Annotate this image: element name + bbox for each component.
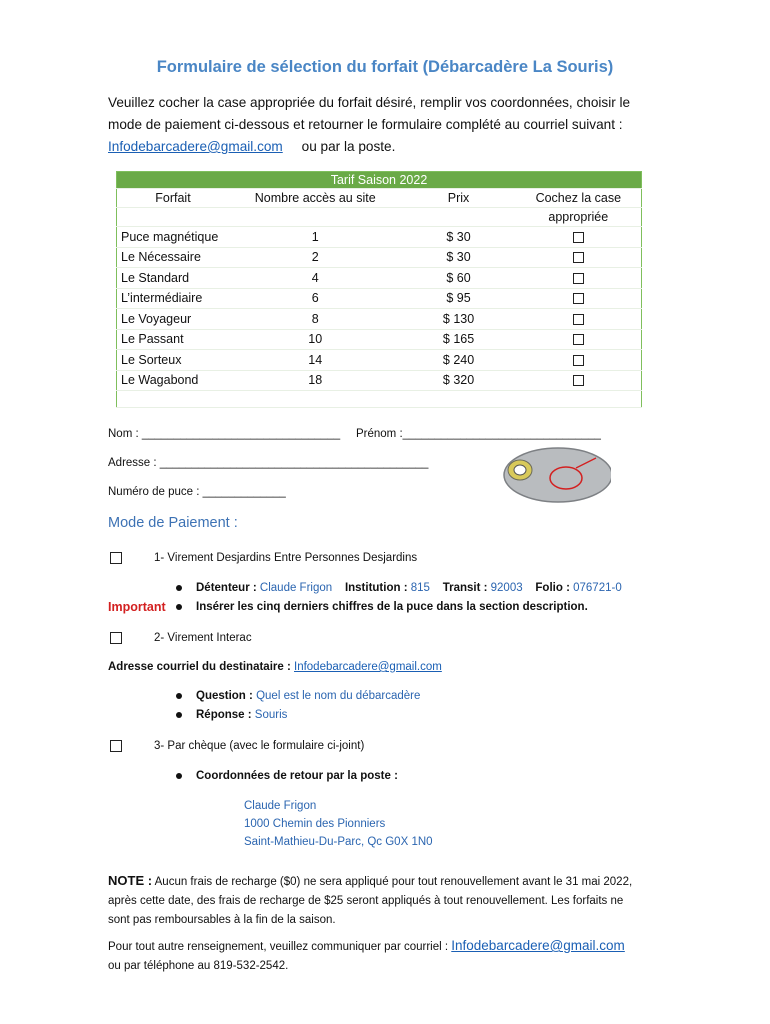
question-line: Question : Quel est le nom du débarcadère — [176, 690, 420, 702]
table-row: Le Passant 10 $ 165 — [117, 329, 642, 350]
checkbox[interactable] — [573, 273, 584, 284]
intro-tail: ou par la poste. — [301, 139, 396, 154]
checkbox[interactable] — [573, 293, 584, 304]
adresse-field[interactable]: Adresse : __________________________________________ — [108, 457, 429, 469]
table-row: Le Wagabond 18 $ 320 — [117, 370, 642, 391]
contact-email-link[interactable]: Infodebarcadere@gmail.com — [451, 938, 625, 953]
paiement-option-2-checkbox[interactable] — [110, 632, 122, 644]
detenteur-line: Détenteur : Claude Frigon Institution : 815 Transit : 92003 Folio : 076721-0 — [176, 582, 622, 594]
intro-email-link[interactable]: Infodebarcadere@gmail.com — [108, 139, 283, 154]
checkbox[interactable] — [573, 334, 584, 345]
col-cochez-line2: appropriée — [516, 208, 642, 227]
prenom-field[interactable]: Prénom :_______________________________ — [356, 428, 601, 440]
destinataire-email-link[interactable]: Infodebarcadere@gmail.com — [294, 661, 442, 673]
note-label: NOTE : — [108, 873, 153, 888]
note-block: NOTE : Aucun frais de recharge ($0) ne sera appliqué pour tout renouvellement avant le 31 mai 2022, après cette date, des frais de recharge de $25 seront appliqués à tout renouvellement. Les forfaits ne sont pas remboursables à la fin de la saison. — [108, 873, 633, 926]
postal-address: Claude Frigon 1000 Chemin des Pionniers Saint-Mathieu-Du-Parc, Qc G0X 1N0 — [244, 800, 433, 848]
checkbox[interactable] — [573, 252, 584, 263]
nom-field[interactable]: Nom : _______________________________ — [108, 428, 341, 440]
contact-block: Pour tout autre renseignement, veuillez communiquer par courriel : Infodebarcadere@gmail.com ou par téléphone au 819-532-2542. — [108, 938, 625, 972]
checkbox[interactable] — [573, 232, 584, 243]
table-row: Le Sorteux 14 $ 240 — [117, 350, 642, 371]
intro-line-2: mode de paiement ci-dessous et retourner le formulaire complété au courriel suivant : — [108, 117, 623, 132]
tarif-header: Tarif Saison 2022 — [117, 172, 642, 189]
col-prix: Prix — [401, 189, 515, 208]
coord-line: Coordonnées de retour par la poste : — [176, 770, 398, 782]
bullet-icon — [176, 585, 182, 591]
col-forfait: Forfait — [117, 189, 229, 208]
bullet-icon — [176, 693, 182, 699]
paiement-option-1-label: 1- Virement Desjardins Entre Personnes Desjardins — [154, 552, 418, 564]
table-row: Le Nécessaire 2 $ 30 — [117, 247, 642, 268]
checkbox[interactable] — [573, 375, 584, 386]
bullet-icon — [176, 773, 182, 779]
col-acces: Nombre accès au site — [229, 189, 402, 208]
key-fob-image — [496, 440, 611, 510]
col-cochez — [516, 189, 642, 208]
intro-text — [108, 92, 668, 158]
tarif-table — [116, 171, 642, 408]
table-row: Puce magnétique 1 $ 30 — [117, 227, 642, 248]
checkbox[interactable] — [573, 314, 584, 325]
reponse-line: Réponse : Souris — [176, 709, 287, 721]
adresse-courriel-line: Adresse courriel du destinataire : Infodebarcadere@gmail.com — [108, 661, 442, 673]
paiement-title: Mode de Paiement : — [108, 515, 238, 531]
page-title: Formulaire de sélection du forfait (Débarcadère La Souris) — [156, 58, 614, 76]
col-cochez-line1: Cochez la case — [535, 191, 622, 205]
important-line: Insérer les cinq derniers chiffres de la puce dans la section description. — [176, 601, 588, 613]
table-row: Le Voyageur 8 $ 130 — [117, 309, 642, 330]
bullet-icon — [176, 604, 182, 610]
paiement-option-2-label: 2- Virement Interac — [154, 632, 252, 644]
table-row: Le Standard 4 $ 60 — [117, 268, 642, 289]
checkbox[interactable] — [573, 355, 584, 366]
important-label: Important — [108, 600, 166, 614]
table-row: L’intermédiaire 6 $ 95 — [117, 288, 642, 309]
puce-field[interactable]: Numéro de puce : _____________ — [108, 486, 286, 498]
paiement-option-1-checkbox[interactable] — [110, 552, 122, 564]
table-empty-row — [117, 391, 642, 408]
bullet-icon — [176, 712, 182, 718]
intro-line-1: Veuillez cocher la case appropriée du forfait désiré, remplir vos coordonnées, choisir le — [108, 95, 631, 110]
paiement-option-3-label: 3- Par chèque (avec le formulaire ci-joint) — [154, 740, 365, 752]
paiement-option-3-checkbox[interactable] — [110, 740, 122, 752]
